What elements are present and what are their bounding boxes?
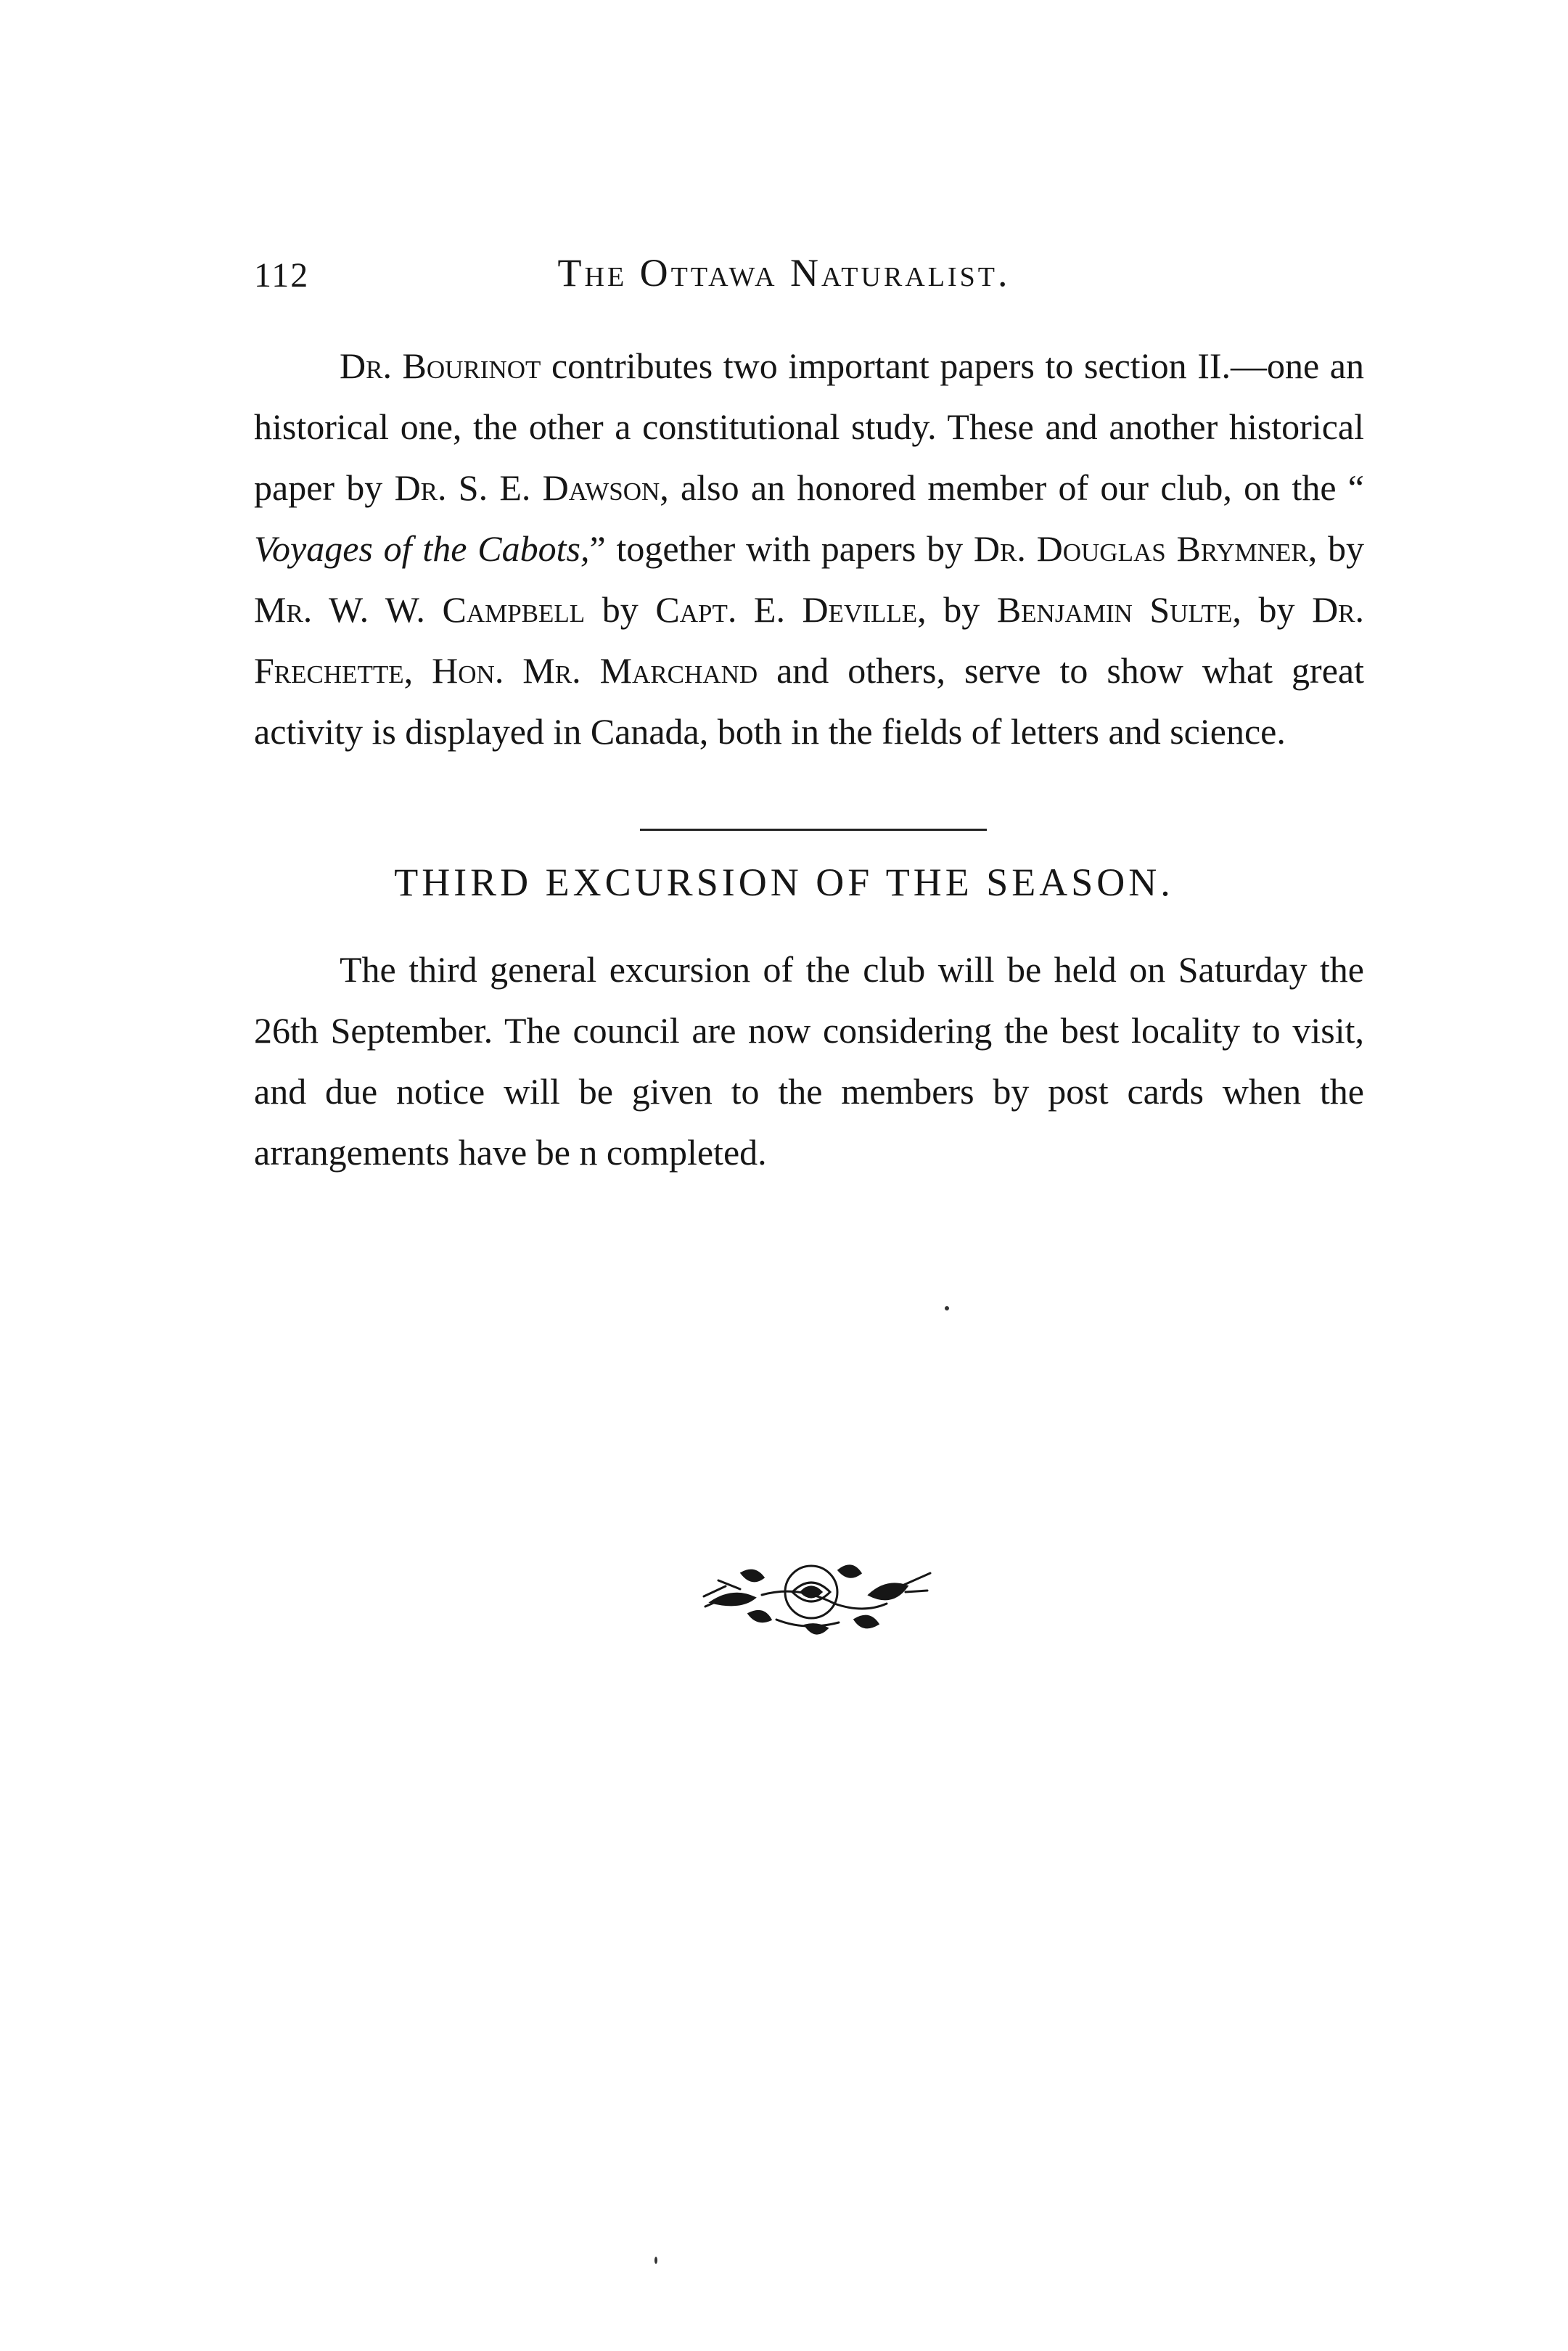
page-number: 112 — [254, 256, 310, 295]
text-run: ” together with papers by — [589, 528, 974, 569]
text-run: , by — [917, 589, 997, 630]
section-divider-rule — [640, 829, 987, 831]
text-run: by — [585, 589, 656, 630]
ink-speck — [945, 1306, 949, 1310]
person-name: Dr. Douglas Brymner — [973, 528, 1308, 569]
ink-speck — [654, 2257, 657, 2264]
person-name: Mr. W. W. Campbell — [254, 589, 586, 630]
person-name: Dr. Bourinot — [340, 345, 541, 386]
paper-title: Voyages of the Cabots, — [254, 528, 590, 569]
person-name: Capt. E. Deville — [655, 589, 918, 630]
paragraph-royal-society-papers — [254, 335, 1364, 762]
section-heading: THIRD EXCURSION OF THE SEASON. — [394, 861, 1174, 904]
running-title: The Ottawa Naturalist. — [557, 251, 1011, 295]
paragraph-third-excursion: The third general excursion of the club will be held on Saturday the 26th September. The council are now considering the best locality to visit, and due notice will be given to the members by post cards when the arrangements have be n completed. — [254, 949, 1364, 1173]
text-run: and others, serve to show what great activity is displayed in Canada, both in the fields of letters and science. — [254, 650, 1364, 752]
text-run: , by — [1308, 528, 1364, 569]
person-name: Dr. S. E. Dawson — [394, 467, 660, 508]
person-name: Benjamin Sulte — [996, 589, 1233, 630]
text-run: , also an honored member of our club, on the “ — [660, 467, 1364, 508]
floral-rose-ornament-icon — [697, 1544, 936, 1646]
text-run: , by — [1232, 589, 1313, 630]
text-run: contributes two important papers to section II.—one an historical one, the other a constitutional study. These and another historical paper by — [254, 345, 1364, 508]
person-name: Dr. Frechette, Hon. Mr. Marchand — [254, 589, 1365, 691]
